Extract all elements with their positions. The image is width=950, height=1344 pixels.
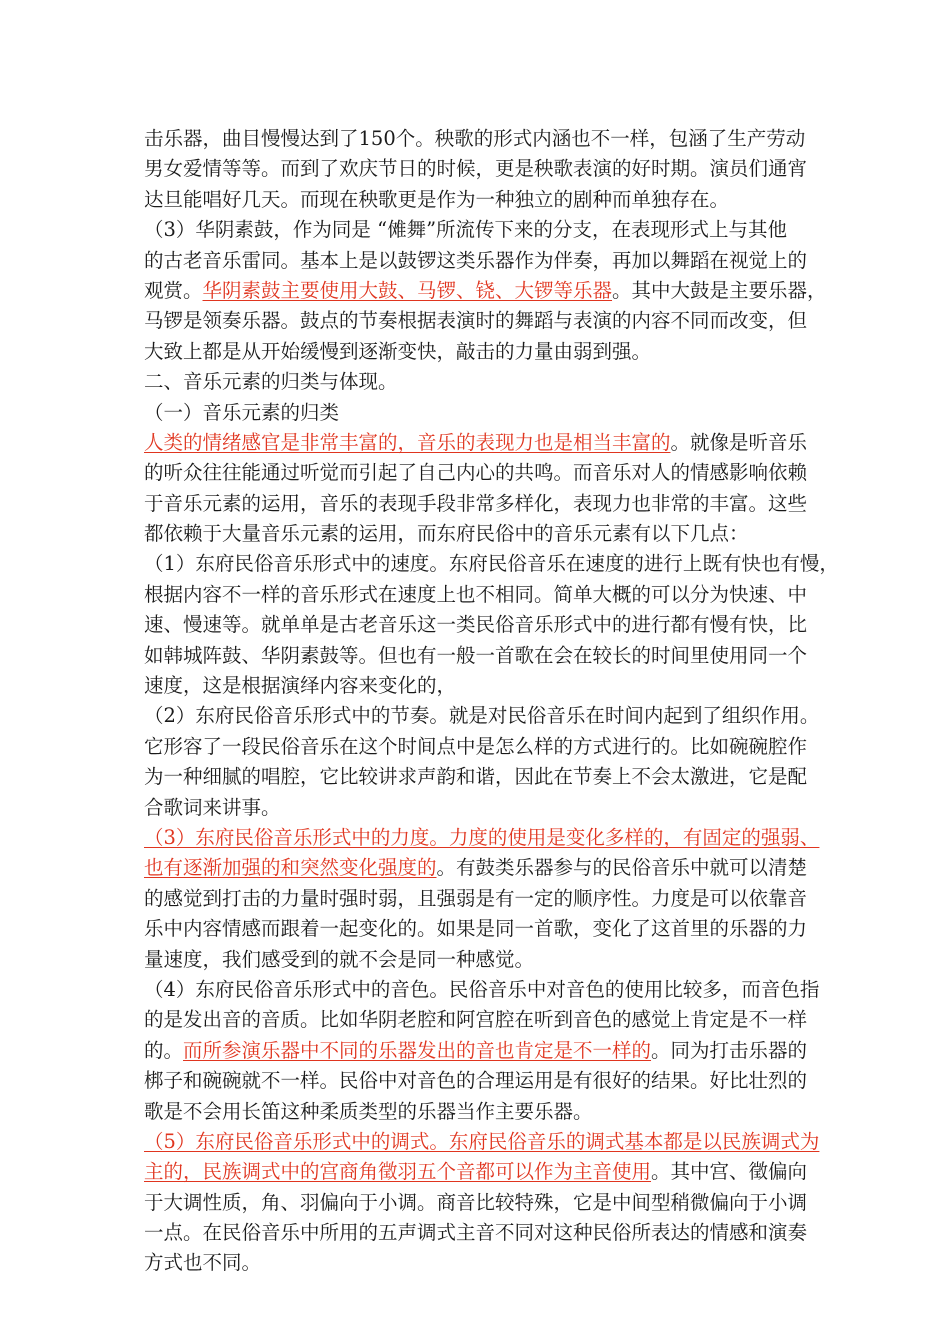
text-line — [144, 975, 824, 1005]
text-line — [144, 367, 824, 397]
text-line — [144, 458, 824, 488]
text-line — [144, 884, 824, 914]
body-text: 量速度，我们感受到的就不会是同一种感觉。 — [144, 947, 535, 971]
body-text: 的古老音乐雷同。基本上是以鼓锣这类乐器作为伴奏，再加以舞蹈在视觉上的 — [144, 248, 808, 272]
body-text: 大致上都是从开始缓慢到逐渐变快，敲击的力量由弱到强。 — [144, 339, 652, 363]
body-text: 的是发出音的音质。比如华阴老腔和阿宫腔在听到音色的感觉上肯定是不一样 — [144, 1008, 808, 1032]
body-text: 。其中宫、徵偏向 — [651, 1160, 808, 1184]
text-line — [144, 1157, 824, 1187]
text-line — [144, 641, 824, 671]
highlighted-text: 也有逐渐加强的和突然变化强度的 — [144, 856, 437, 880]
body-text: 马锣是领奏乐器。鼓点的节奏根据表演时的舞蹈与表演的内容不同而改变，但 — [144, 309, 808, 333]
text-line — [144, 762, 824, 792]
body-text: （一）音乐元素的归类 — [144, 400, 340, 424]
body-text: 乐中内容情感而跟着一起变化的。如果是同一首歌，变化了这首里的乐器的力 — [144, 917, 808, 941]
body-text: 达旦能唱好几天。而现在秧歌更是作为一种独立的剧种而单独存在。 — [144, 187, 730, 211]
text-line — [144, 1005, 824, 1035]
text-line — [144, 519, 824, 549]
text-line — [144, 246, 824, 276]
text-line — [144, 945, 824, 975]
highlighted-text: 主的，民族调式中的宫商角徵羽五个音都可以作为主音使用 — [144, 1160, 652, 1184]
text-line — [144, 124, 824, 154]
body-text: 的听众往往能通过听觉而引起了自己内心的共鸣。而音乐对人的情感影响依赖 — [144, 461, 808, 485]
body-text: 。有鼓类乐器参与的民俗音乐中就可以清楚 — [436, 856, 808, 880]
text-line — [144, 1066, 824, 1096]
body-text: 速度，这是根据演绎内容来变化的， — [144, 674, 457, 698]
body-text: 的感觉到打击的力量时强时弱，且强弱是有一定的顺序性。力度是可以依靠音 — [144, 886, 808, 910]
body-text: 方式也不同。 — [144, 1251, 262, 1275]
body-text: 男女爱情等等。而到了欢庆节日的时候，更是秧歌表演的好时期。演员们通宵 — [144, 157, 808, 181]
text-line — [144, 823, 824, 853]
text-line — [144, 337, 824, 367]
text-line — [144, 489, 824, 519]
text-line — [144, 1127, 824, 1157]
body-text: （1）东府民俗音乐形式中的速度。东府民俗音乐在速度的进行上既有快也有慢， — [144, 552, 839, 576]
body-text: 歌是不会用长笛这种柔质类型的乐器当作主要乐器。 — [144, 1099, 593, 1123]
body-text: 二、音乐元素的归类与体现。 — [144, 370, 398, 394]
body-text: （3）华阴素鼓，作为同是 “傩舞”所流传下来的分支，在表现形式上与其他 — [144, 218, 788, 242]
text-line — [144, 185, 824, 215]
body-text: 如韩城阵鼓、华阴素鼓等。但也有一般一首歌在会在较长的时间里使用同一个 — [144, 643, 808, 667]
body-text: 。就像是听音乐 — [670, 430, 808, 454]
highlighted-text: 人类的情绪感官是非常丰富的，音乐的表现力也是相当丰富的 — [144, 430, 671, 454]
body-text: 为一种细腻的唱腔，它比较讲求声韵和谐，因此在节奏上不会太激进，它是配 — [144, 765, 808, 789]
highlighted-text: （3）东府民俗音乐形式中的力度。力度的使用是变化多样的，有固定的强弱、 — [144, 825, 820, 849]
body-text: 梆子和碗碗就不一样。民俗中对音色的合理运用是有很好的结果。好比壮烈的 — [144, 1069, 808, 1093]
text-line — [144, 276, 827, 306]
body-text: 速、慢速等。就单单是古老音乐这一类民俗音乐形式中的进行都有慢有快，比 — [144, 613, 808, 637]
text-line — [144, 215, 824, 245]
body-text: 根据内容不一样的音乐形式在速度上也不相同。简单大概的可以分为快速、中 — [144, 582, 808, 606]
text-line — [144, 1036, 824, 1066]
text-line — [144, 549, 839, 579]
text-line — [144, 671, 824, 701]
text-line — [144, 428, 824, 458]
body-text: 。同为打击乐器的 — [651, 1038, 808, 1062]
text-line — [144, 914, 824, 944]
highlighted-text: （5）东府民俗音乐形式中的调式。东府民俗音乐的调式基本都是以民族调式为 — [144, 1129, 820, 1153]
body-text: 都依赖于大量音乐元素的运用，而东府民俗中的音乐元素有以下几点： — [144, 522, 749, 546]
body-text: 它形容了一段民俗音乐在这个时间点中是怎么样的方式进行的。比如碗碗腔作 — [144, 734, 808, 758]
text-line — [144, 1218, 824, 1248]
body-text: 。其中大鼓是主要乐器， — [612, 278, 827, 302]
text-line — [144, 154, 824, 184]
body-text: 击乐器，曲目慢慢达到了150个。秧歌的形式内涵也不一样，包涵了生产劳动 — [144, 127, 806, 150]
body-text: 的。 — [144, 1038, 184, 1062]
text-line — [144, 793, 824, 823]
body-text: 合歌词来讲事。 — [144, 795, 281, 819]
body-text: 于音乐元素的运用，音乐的表现手段非常多样化，表现力也非常的丰富。这些 — [144, 491, 808, 515]
body-text: 一点。在民俗音乐中所用的五声调式主音不同对这种民俗所表达的情感和演奏 — [144, 1221, 808, 1245]
body-text: 于大调性质，角、羽偏向于小调。商音比较特殊，它是中间型稍微偏向于小调 — [144, 1190, 808, 1214]
text-line — [144, 1248, 824, 1278]
text-line — [144, 732, 824, 762]
highlighted-text: 华阴素鼓主要使用大鼓、马锣、铙、大锣等乐器 — [202, 278, 613, 302]
text-line — [144, 1097, 824, 1127]
text-line — [144, 1188, 824, 1218]
body-text: （2）东府民俗音乐形式中的节奏。就是对民俗音乐在时间内起到了组织作用。 — [144, 704, 820, 728]
text-line — [144, 853, 824, 883]
body-text: （4）东府民俗音乐形式中的音色。民俗音乐中对音色的使用比较多，而音色指 — [144, 977, 820, 1001]
highlighted-text: 而所参演乐器中不同的乐器发出的音也肯定是不一样的 — [183, 1038, 652, 1062]
text-line — [144, 701, 824, 731]
body-text: 观赏。 — [144, 278, 203, 302]
text-line — [144, 306, 824, 336]
document-body — [144, 124, 839, 1279]
text-line — [144, 610, 824, 640]
text-line — [144, 580, 824, 610]
text-line — [144, 398, 824, 428]
